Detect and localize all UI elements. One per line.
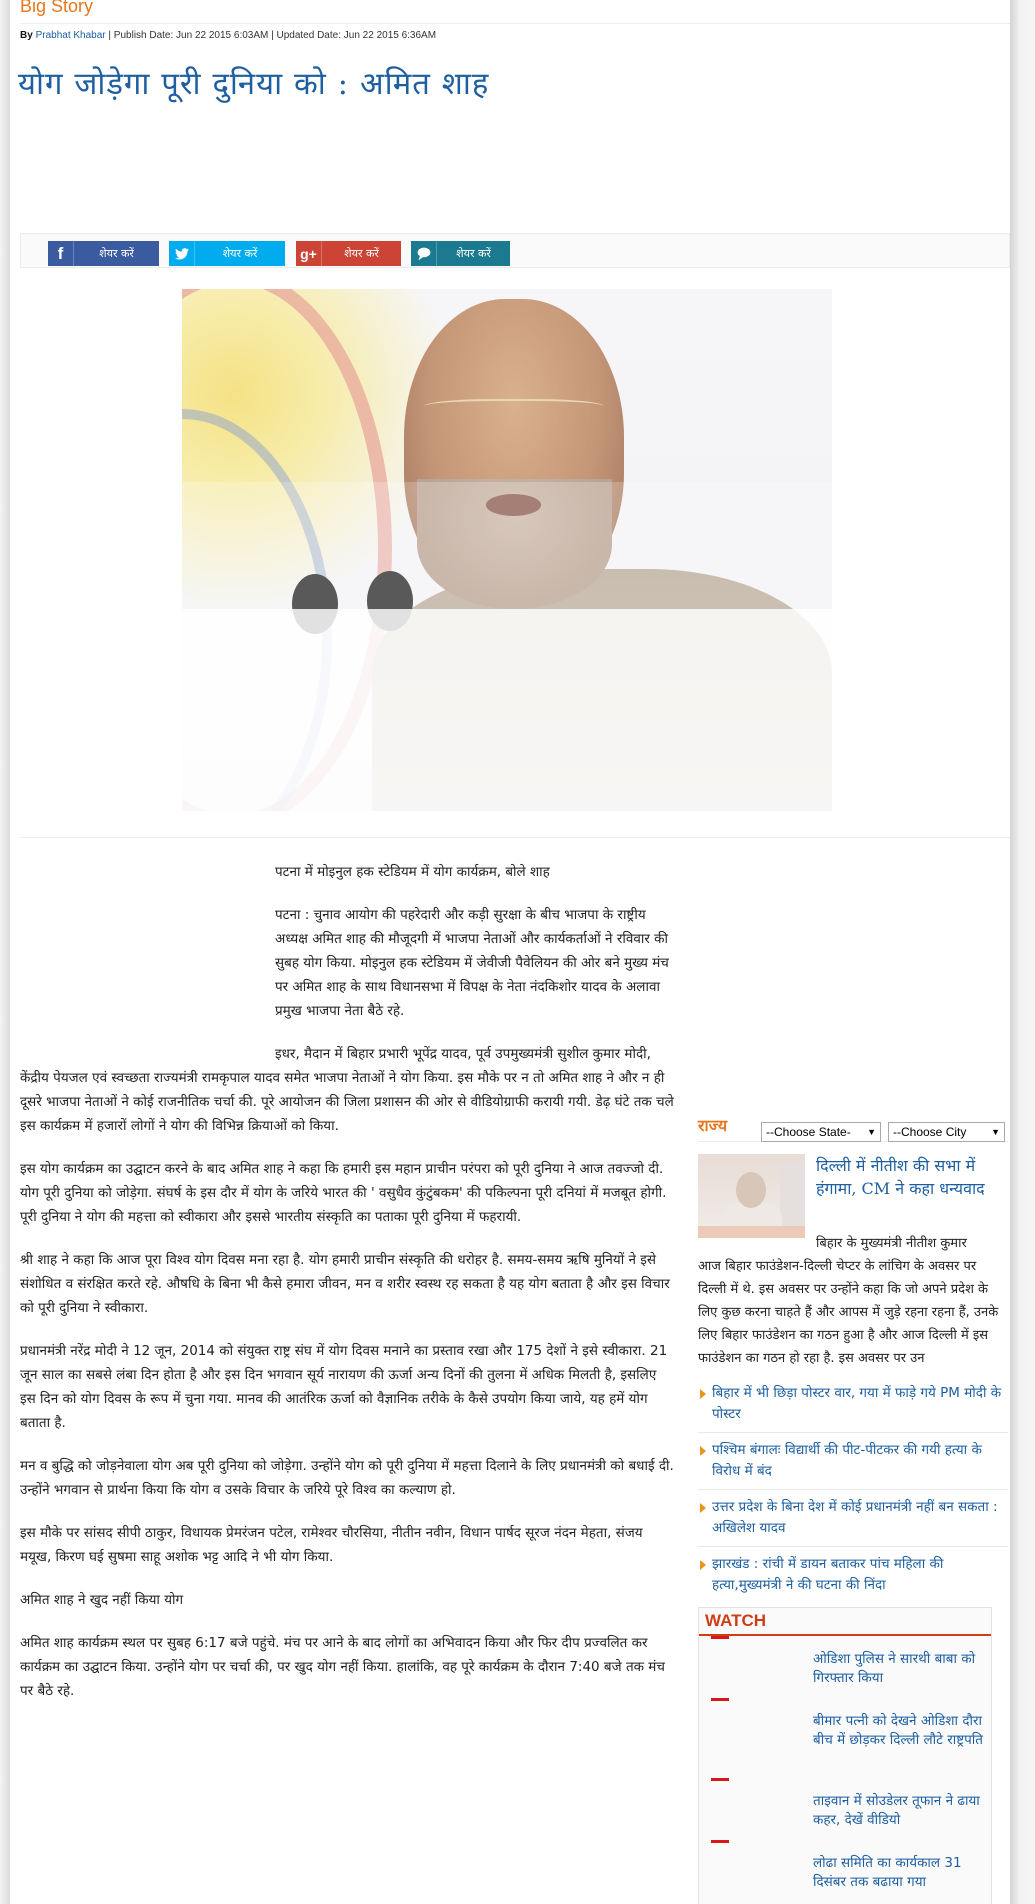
- watch-video-item[interactable]: [699, 1778, 991, 1840]
- right-page-shadow: [1010, 0, 1035, 1904]
- article-paragraph: इस मौके पर सांसद सीपी ठाकुर, विधायक प्रेमरंजन पटेल, रामेश्वर चौरसिया, नीतीन नवीन, विधान पार्षद सूरज नंदन मेहता, संजय मयूख, किरण घई सुषमा साहू अशोक भट्ट आदि ने भी योग किया.: [20, 1525, 643, 1565]
- choose-state-select[interactable]: [761, 1122, 881, 1142]
- bullet-triangle-icon: [700, 1560, 706, 1570]
- news-list-item[interactable]: [698, 1547, 1008, 1603]
- news-list-item[interactable]: [698, 1433, 1008, 1490]
- news-list-item[interactable]: [698, 1376, 1008, 1433]
- watch-video-title[interactable]: ताइवान में सोउडेलर तूफान ने ढाया कहर, देखें वीडियो: [813, 1793, 980, 1828]
- share-bar: [20, 233, 1010, 268]
- article-paragraph: मन व बुद्धि को जोड़नेवाला योग अब पूरी दुनिया को जोड़ेगा. उन्होंने योग को पूरी दुनिया में महत्ता दिलाने के लिए प्रधानमंत्री को बधाई दी. उन्होंने भगवान से प्रार्थना किया कि योग व उसके विचार के जरिये पूरे विश्व का कल्याण हो.: [20, 1458, 674, 1498]
- google-plus-share-button[interactable]: [296, 241, 401, 266]
- article-paragraph: पटना : चुनाव आयोग की पहरेदारी और कड़ी सुरक्षा के बीच भाजपा के राष्ट्रीय अध्यक्ष अमित शाह की मौजूदगी में भाजपा नेताओं और कार्यकर्ताओं ने रविवार की सुबह योग किया. मोइनुल हक स्टेडियम में जेवीजी पैवेलियन की ओर बने मुख्य मंच पर अमित शाह के साथ विधानसभा में विपक्ष के नेता नंदकिशोर यादव के अलावा प्रमुख भाजपा नेता बैठे रहे.: [275, 907, 669, 1019]
- article-section-heading: अमित शाह ने खुद नहीं किया योग: [20, 1592, 184, 1608]
- headline: योग जोड़ेगा पूरी दुनिया को : अमित शाह: [18, 66, 490, 102]
- featured-story-thumbnail[interactable]: [698, 1154, 805, 1238]
- watch-video-item[interactable]: [699, 1840, 991, 1902]
- watch-title: WATCH: [699, 1608, 991, 1636]
- byline: [20, 30, 436, 41]
- section-divider: [20, 23, 1010, 24]
- article-paragraph: इधर, मैदान में बिहार प्रभारी भूपेंद्र यादव, पूर्व उपमुख्यमंत्री सुशील कुमार मोदी, केंद्रीय पेयजल एवं स्वच्छता राज्यमंत्री रामकृपाल यादव समेत भाजपा नेताओं ने योग किया. इस मौके पर न तो अमित शाह ने और न ही दूसरे भाजपा नेताओं ने कोई राजनीतिक चर्चा की. पूरे आयोजन की जिला प्रशासन की ओर से वीडियोग्राफी करायी गयी. डेढ़ घंटे तक चले इस कार्यक्रम में हजारों लोगों ने योग की विभिन्न क्रियाओं को किया.: [20, 1046, 674, 1134]
- article-paragraph: श्री शाह ने कहा कि आज पूरा विश्व योग दिवस मना रहा है. योग हमारी प्राचीन संस्कृति की धरोहर है. समय-समय ऋषि मुनियों ने इसे संशोधित व संरक्षित करते रहे. औषधि के बिना भी कैसे हमारा जीवन, मन व शरीर स्वस्थ रह सकता है यह योग बताता है और इस विचार को पूरी दुनिया ने स्वीकारा.: [20, 1252, 670, 1316]
- article-paragraph: प्रधानमंत्री नरेंद्र मोदी ने 12 जून, 2014 को संयुक्त राष्ट्र संघ में योग दिवस मनाने का प्रस्ताव रखा और 175 देशों ने इसे स्वीकारा. 21 जून साल का सबसे लंबा दिन होता है और इस दिन भगवान सूर्य नारायण की ऊर्जा अन्य दिनों की तुलना में अधिक मिलती है, इसलिए इस दिन को योग दिवस के रूप में चुना गया. मानव की आतंरिक ऊर्जा को वैज्ञानिक तरीके के कैसे उपयोग किया जाये, यह हमें योग बताता है.: [20, 1343, 668, 1431]
- article-paragraph: अमित शाह कार्यक्रम स्थल पर सुबह 6:17 बजे पहुंचे. मंच पर आने के बाद लोगों का अभिवादन किया और फिर दीप प्रज्वलित कर कार्यक्रम का उद्घाटन किया. उन्होंने योग पर चर्चा की, पर खुद योग नहीं किया. हालांकि, वह पूरे कार्यक्रम के दौरान 7:40 बजे तक मंच पर बैठे रहे.: [20, 1635, 665, 1699]
- news-headline: बिहार में भी छिड़ा पोस्टर वार, गया में फाड़े गये PM मोदी के पोस्टर: [712, 1385, 1002, 1422]
- featured-story-description: [698, 1232, 1008, 1370]
- watch-video-item[interactable]: [699, 1698, 991, 1778]
- share-label: शेयर करें: [344, 247, 379, 260]
- watch-video-title[interactable]: लोढा समिति का कार्यकाल 31 दिसंबर तक बढाया गया: [813, 1855, 962, 1890]
- state-section-label: राज्य: [698, 1116, 728, 1135]
- dropdown-arrow-icon: ▼: [867, 1127, 876, 1137]
- twitter-share-button[interactable]: [169, 241, 285, 266]
- news-list-item[interactable]: [698, 1490, 1008, 1547]
- red-dash-icon: [711, 1636, 729, 1639]
- share-label: शेयर करें: [456, 247, 491, 260]
- share-label: शेयर करें: [222, 247, 258, 260]
- featured-story: [698, 1154, 1008, 1370]
- bullet-triangle-icon: [700, 1446, 706, 1456]
- google-plus-icon: g+: [296, 241, 322, 266]
- news-headline: झारखंड : रांची में डायन बताकर पांच महिला की हत्या,मुख्यमंत्री ने की घटना की निंदा: [712, 1556, 944, 1593]
- state-news-list: [698, 1376, 1008, 1603]
- article-subhead: पटना में मोइनुल हक स्टेडियम में योग कार्यक्रम, बोले शाह: [275, 864, 550, 880]
- state-filter-row: [698, 1112, 1008, 1142]
- left-page-shadow: [0, 0, 10, 1904]
- choose-city-value: --Choose City: [893, 1125, 967, 1139]
- comment-share-button[interactable]: [411, 241, 510, 266]
- featured-story-desc-rest: आज बिहार फाउंडेशन-दिल्ली चेप्टर के लांचिग के अवसर पर दिल्ली में थे. इस अवसर पर उन्होंने कहा कि जो अपने प्रदेश के लिए कुछ करना चाहते हैं और आपस में जुड़े रहना रहना हैं, उनके लिए बिहार फाउंडेशन का गठन हुआ है और आज दिल्ली में इस फाउंडेशन का गठन हो रहा है. इस अवसर पर उन: [698, 1259, 999, 1366]
- watch-video-title[interactable]: ओडिशा पुलिस ने सारथी बाबा को गिरफ्तार किया: [813, 1651, 976, 1686]
- news-headline: उत्तर प्रदेश के बिना देश में कोई प्रधानमंत्री नहीं बन सकता : अखिलेश यादव: [712, 1499, 998, 1536]
- twitter-icon: [169, 241, 195, 266]
- bullet-triangle-icon: [700, 1503, 706, 1513]
- featured-story-desc-first: बिहार के मुख्यमंत्री नीतीश कुमार: [816, 1236, 967, 1251]
- updated-date: | Updated Date: Jun 22 2015 6:36AM: [271, 30, 437, 41]
- featured-story-title[interactable]: दिल्ली में नीतीश की सभा में हंगामा, CM ने कहा धन्यवाद: [816, 1156, 985, 1198]
- bullet-triangle-icon: [700, 1389, 706, 1399]
- dropdown-arrow-icon: ▼: [991, 1127, 1000, 1137]
- share-label: शेयर करें: [99, 247, 134, 260]
- red-dash-icon: [711, 1840, 729, 1843]
- article-body: [20, 860, 675, 1722]
- news-headline: पश्चिम बंगालः विद्यार्थी की पीट-पीटकर की गयी हत्या के विरोध में बंद: [712, 1442, 982, 1479]
- article-page: [10, 0, 1010, 1904]
- section-label: Big Story: [20, 0, 94, 16]
- choose-city-select[interactable]: [888, 1122, 1005, 1142]
- hero-image: [182, 289, 832, 811]
- publish-date: | Publish Date: Jun 22 2015 6:03AM: [108, 30, 269, 41]
- article-paragraph: इस योग कार्यक्रम का उद्घाटन करने के बाद अमित शाह ने कहा कि हमारी इस महान प्राचीन परंपरा को पूरी दुनिया ने आज तवज्जो दी. योग पूरी दुनिया को जोड़ेगा. संघर्ष के इस दौर में योग के जरिये भारत की ' वसुधैव कुंटुंबकम' की पकिल्पना पूरी दनियां में मजबूत होगी. पूरी दुनिया ने योग की महत्ता को स्वीकारा और इससे भारतीय संस्कृति का पताका पूरी दुनिया में फहरायी.: [20, 1161, 667, 1225]
- watch-widget: [698, 1607, 992, 1904]
- author-link[interactable]: Prabhat Khabar: [35, 30, 106, 41]
- facebook-share-button[interactable]: [48, 241, 159, 266]
- choose-state-value: --Choose State-: [766, 1125, 851, 1139]
- byline-by: By: [20, 30, 33, 41]
- watch-video-item[interactable]: [699, 1636, 991, 1698]
- image-divider: [20, 837, 1010, 838]
- red-dash-icon: [711, 1778, 729, 1781]
- facebook-icon: f: [48, 241, 74, 266]
- comment-bubble-icon: [411, 241, 437, 266]
- red-dash-icon: [711, 1698, 729, 1701]
- sidebar: [698, 1112, 1008, 1904]
- watch-video-title[interactable]: बीमार पत्नी को देखने ओडिशा दौरा बीच में छोड़कर दिल्ली लौटे राष्ट्रपति: [813, 1713, 983, 1748]
